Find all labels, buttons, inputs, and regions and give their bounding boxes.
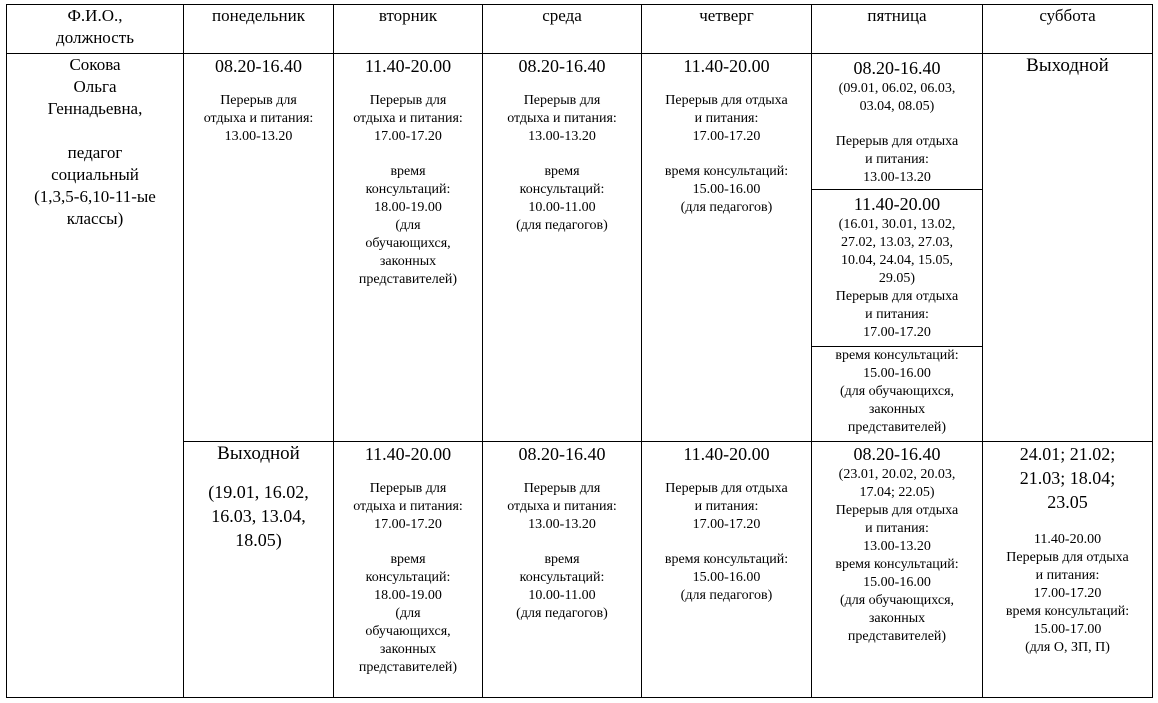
friday-block-a (812, 54, 982, 190)
consult-info (812, 556, 982, 646)
break-info (814, 288, 980, 342)
text-line: представителей) (847, 420, 947, 435)
text-line: 17.00-17.20 (374, 517, 442, 532)
text-line: время консультаций: (1005, 604, 1130, 619)
text-line: время (544, 164, 580, 179)
text-line: представителей) (358, 272, 458, 287)
row1-tuesday-cell (334, 54, 483, 442)
break-info (334, 480, 482, 534)
row1-monday-cell (184, 54, 334, 442)
text-line: 18.05) (235, 530, 282, 550)
row1-thursday-cell (642, 54, 812, 442)
break-info (334, 92, 482, 146)
text-line: время консультаций: (835, 348, 959, 363)
text-line: консультаций: (365, 182, 451, 197)
text-line: (для обучающихся, (839, 593, 955, 608)
text-line: Перерыв для (369, 93, 447, 108)
row2-saturday-cell (983, 442, 1153, 698)
text-line: (23.01, 20.02, 20.03, (838, 467, 956, 482)
row1-friday-cell (812, 54, 983, 442)
text-line: 17.00-17.20 (1033, 586, 1102, 601)
consult-info (483, 551, 641, 623)
text-line: Перерыв для (369, 481, 447, 496)
text-line: 03.04, 08.05) (859, 99, 935, 114)
text-line: Перерыв для отдыха (1006, 550, 1129, 565)
person-line: Сокова (69, 55, 121, 74)
header-row (7, 5, 1153, 54)
text-line: Перерыв для (523, 481, 601, 496)
text-line: законных (868, 611, 926, 626)
text-line: представителей) (358, 660, 458, 675)
person-line: педагог (67, 143, 123, 162)
text-line: 10.04, 24.04, 15.05, (841, 253, 953, 268)
person-line (7, 120, 183, 142)
header-thursday: четверг (642, 5, 812, 54)
text-line: время (390, 552, 426, 567)
text-line: 15.00-16.00 (863, 575, 931, 590)
header-fio-line: Ф.И.О., (67, 6, 123, 25)
text-line: Перерыв для отдыха (835, 134, 959, 149)
row2-monday-cell (184, 442, 334, 698)
text-line: (для педагогов) (680, 588, 773, 603)
text-line: 15.00-16.00 (692, 182, 761, 197)
person-line: Ольга (73, 77, 117, 96)
dates-info (814, 216, 980, 288)
text-line: отдыха и питания: (507, 111, 617, 126)
text-line: Перерыв для (523, 93, 601, 108)
person-line: (1,3,5-6,10-11-ые (34, 187, 156, 206)
text-line: 29.05) (878, 271, 916, 286)
text-line: законных (379, 254, 437, 269)
text-line: 17.00-17.20 (374, 129, 442, 144)
row1-saturday-cell: Выходной (983, 54, 1153, 442)
header-fio-line: должность (56, 28, 134, 47)
row1-wednesday-cell (483, 54, 642, 442)
text-line: время (390, 164, 426, 179)
text-line: (для педагогов) (516, 606, 608, 621)
header-fio (7, 5, 184, 54)
work-time: 11.40-20.00 (364, 56, 452, 76)
work-time: 08.20-16.40 (853, 58, 941, 78)
row2-friday-cell (812, 442, 983, 698)
work-time: 08.20-16.40 (518, 444, 606, 464)
text-line: 17.00-17.20 (692, 517, 761, 532)
text-line: отдыха и питания: (507, 499, 617, 514)
text-line: обучающихся, (365, 236, 451, 251)
text-line: 13.00-13.20 (528, 517, 596, 532)
text-line: время консультаций: (664, 164, 789, 179)
text-line: 13.00-13.20 (863, 539, 931, 554)
text-line: и питания: (865, 521, 929, 536)
break-info (812, 502, 982, 556)
text-line: и питания: (1035, 568, 1100, 583)
text-line: 17.04; 22.05) (859, 485, 935, 500)
text-line: (для (395, 218, 421, 233)
text-line: и питания: (694, 111, 759, 126)
break-info (483, 480, 641, 534)
dates-info (184, 480, 333, 552)
header-tuesday: вторник (334, 5, 483, 54)
text-line: (для педагогов) (516, 218, 608, 233)
dates-info (983, 442, 1152, 514)
text-line: Перерыв для (220, 93, 297, 108)
person-cell (7, 54, 184, 698)
text-line: Перерыв для отдыха (835, 503, 959, 518)
person-line: социальный (51, 165, 139, 184)
text-line: законных (868, 402, 926, 417)
consult-info (334, 163, 482, 289)
text-line: 15.00-17.00 (1033, 622, 1102, 637)
text-line: 10.00-11.00 (528, 588, 596, 603)
text-line: 18.00-19.00 (374, 588, 442, 603)
text-line: 15.00-16.00 (863, 366, 931, 381)
text-line: (19.01, 16.02, (208, 482, 309, 502)
break-info (184, 92, 333, 146)
header-saturday: суббота (983, 5, 1153, 54)
text-line: (09.01, 06.02, 06.03, (838, 81, 956, 96)
text-line: консультаций: (365, 570, 451, 585)
work-time: 08.20-16.40 (518, 56, 606, 76)
schedule-row-1 (7, 54, 1153, 442)
text-line: отдыха и питания: (353, 499, 463, 514)
work-time: 11.40-20.00 (683, 56, 770, 76)
text-line: 11.40-20.00 (1033, 532, 1102, 547)
work-time: 11.40-20.00 (853, 194, 941, 214)
dates-info (812, 466, 982, 502)
text-line: законных (379, 642, 437, 657)
text-line: (для педагогов) (680, 200, 773, 215)
person-line: Геннадьевна, (47, 99, 143, 118)
person-line: классы) (66, 209, 124, 228)
header-wednesday: среда (483, 5, 642, 54)
text-line: 13.00-13.20 (863, 170, 931, 185)
break-info (642, 480, 811, 534)
row2-wednesday-cell (483, 442, 642, 698)
saturday-details (983, 531, 1152, 657)
text-line: и питания: (865, 307, 929, 322)
work-time: 08.20-16.40 (853, 444, 941, 464)
text-line: Перерыв для отдыха (665, 481, 788, 496)
header-friday: пятница (812, 5, 983, 54)
text-line: и питания: (694, 499, 759, 514)
text-line: 15.00-16.00 (692, 570, 761, 585)
text-line: 13.00-13.20 (528, 129, 596, 144)
text-line: (для О, ЗП, П) (1025, 640, 1110, 655)
consult-info (483, 163, 641, 235)
friday-block-b (812, 190, 982, 347)
break-info (814, 133, 980, 187)
consult-info (334, 551, 482, 677)
row2-tuesday-cell (334, 442, 483, 698)
text-line: Перерыв для отдыха (665, 93, 788, 108)
break-info (483, 92, 641, 146)
text-line: 10.00-11.00 (528, 200, 596, 215)
text-line: отдыха и питания: (353, 111, 463, 126)
text-line: 27.02, 13.03, 27.03, (841, 235, 953, 250)
text-line: (16.01, 30.01, 13.02, (838, 217, 956, 232)
text-line: время (544, 552, 580, 567)
consult-info (642, 551, 811, 605)
schedule-table (6, 4, 1153, 698)
text-line: 13.00-13.20 (224, 129, 293, 144)
header-monday: понедельник (184, 5, 334, 54)
row2-thursday-cell (642, 442, 812, 698)
text-line: 18.00-19.00 (374, 200, 442, 215)
text-line: 21.03; 18.04; (1019, 468, 1116, 488)
break-info (642, 92, 811, 146)
text-line: отдыха и питания: (203, 111, 314, 126)
text-line: 17.00-17.20 (692, 129, 761, 144)
text-line: 17.00-17.20 (863, 325, 931, 340)
text-line: время консультаций: (664, 552, 789, 567)
work-time: 08.20-16.40 (215, 56, 302, 76)
consult-info (642, 163, 811, 217)
text-line: 16.03, 13.04, (211, 506, 306, 526)
work-time: 11.40-20.00 (683, 444, 770, 464)
text-line: и питания: (865, 152, 929, 167)
text-line: 23.05 (1047, 492, 1088, 512)
day-off: Выходной (217, 443, 300, 464)
friday-block-c (812, 347, 982, 437)
text-line: (для (395, 606, 421, 621)
text-line: обучающихся, (365, 624, 451, 639)
text-line: консультаций: (519, 570, 605, 585)
text-line: время консультаций: (835, 557, 959, 572)
work-time: 11.40-20.00 (364, 444, 452, 464)
text-line: (для обучающихся, (839, 384, 955, 399)
text-line: Перерыв для отдыха (835, 289, 959, 304)
text-line: консультаций: (519, 182, 605, 197)
text-line: 24.01; 21.02; (1019, 444, 1116, 464)
text-line: представителей) (847, 629, 947, 644)
dates-info (814, 80, 980, 116)
